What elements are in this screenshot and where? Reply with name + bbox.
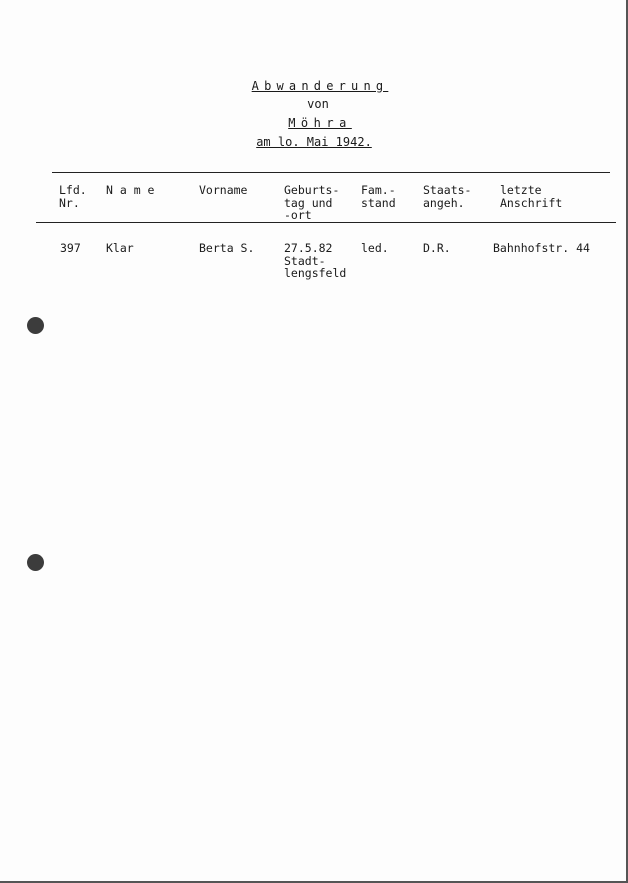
header-geburt: Geburts- tag und -ort: [284, 183, 340, 222]
document-title: Abwanderung: [251, 79, 389, 93]
header-staat: Staats- angeh.: [423, 183, 472, 210]
row-famstand: led.: [361, 241, 389, 255]
header-famstand: Fam.- stand: [361, 183, 396, 210]
table-top-rule: [52, 172, 610, 173]
row-lfd-nr: 397: [60, 241, 81, 255]
row-anschrift: Bahnhofstr. 44: [493, 241, 590, 255]
punch-hole-icon: [27, 554, 44, 571]
header-anschrift: letzte Anschrift: [500, 183, 563, 210]
title-date: am lo. Mai 1942.: [256, 135, 372, 149]
table-header-rule: [36, 222, 616, 223]
header-name: N a m e: [106, 183, 155, 197]
row-vorname: Berta S.: [199, 241, 255, 255]
row-staat: D.R.: [423, 241, 451, 255]
title-place: Möhra: [288, 116, 352, 130]
header-vorname: Vorname: [199, 183, 248, 197]
header-lfd-nr: Lfd. Nr.: [59, 183, 87, 210]
punch-hole-icon: [27, 317, 44, 334]
title-von: von: [307, 97, 329, 111]
row-geburt: 27.5.82 Stadt- lengsfeld: [284, 241, 347, 280]
row-name: Klar: [106, 241, 134, 255]
